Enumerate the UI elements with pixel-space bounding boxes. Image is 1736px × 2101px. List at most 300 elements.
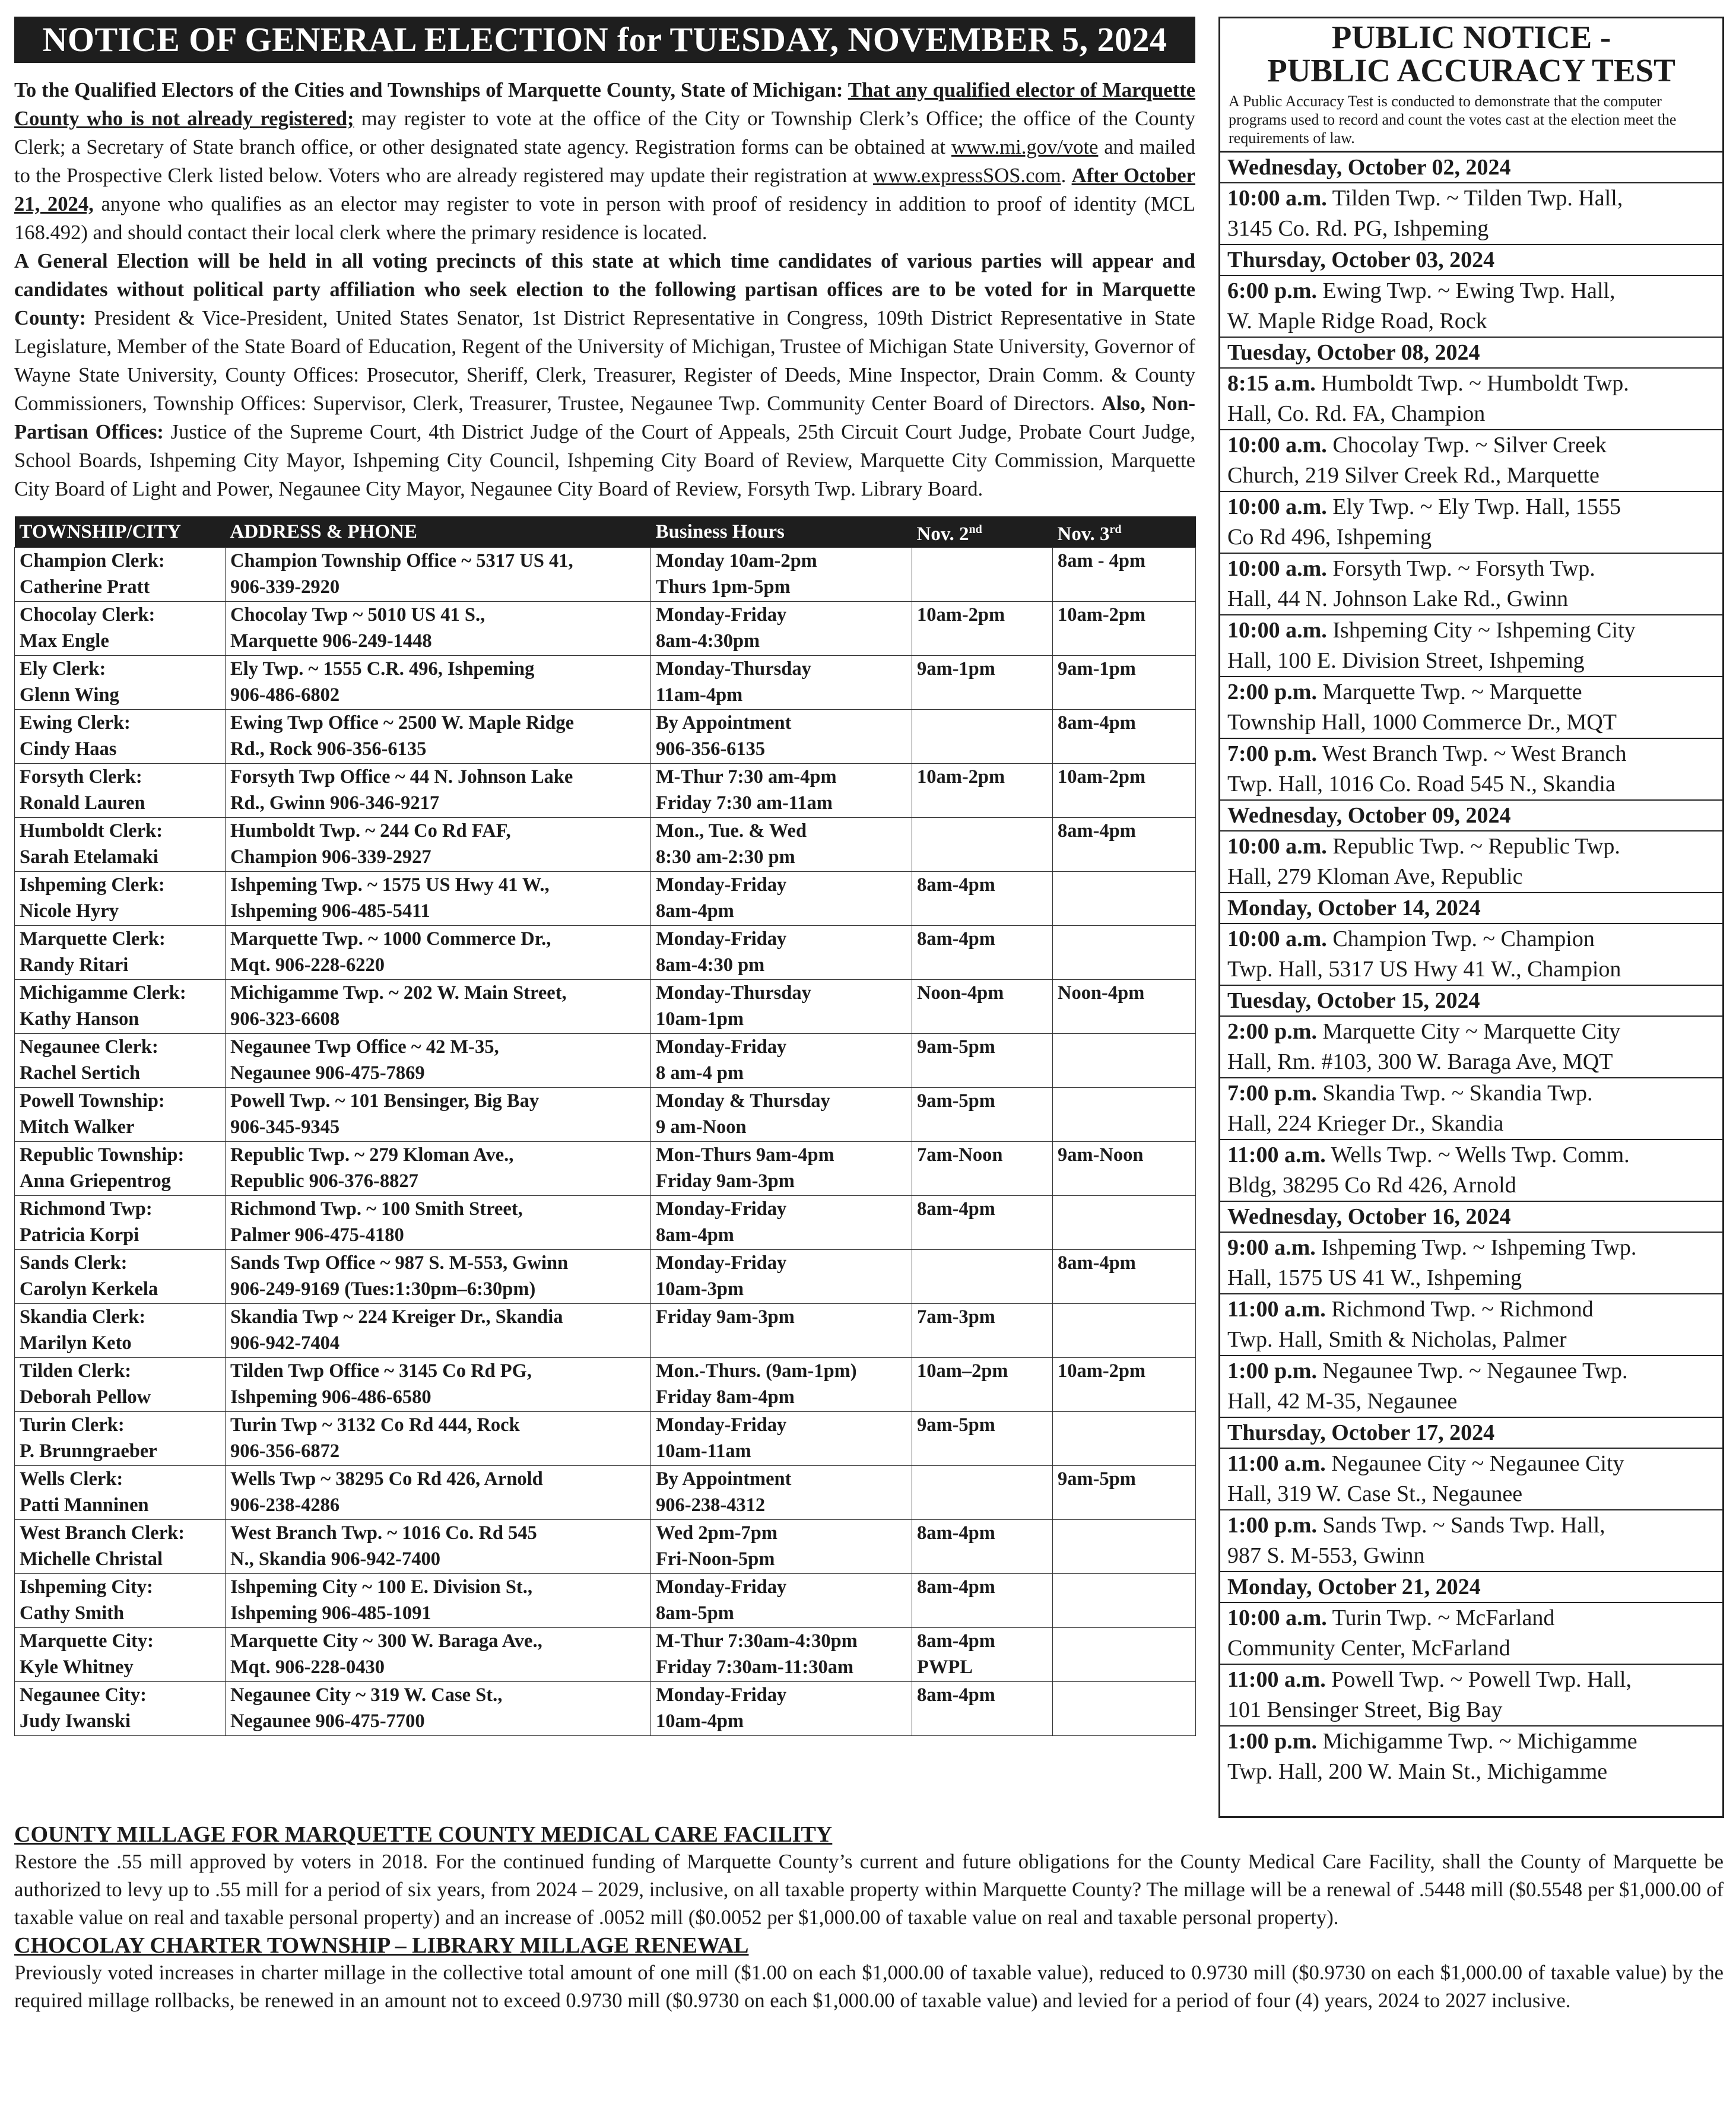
table-row	[15, 1520, 1196, 1574]
cell-nov3	[1053, 1034, 1196, 1088]
cell-line: Palmer 906-475-4180	[230, 1224, 404, 1246]
cell-address	[226, 1304, 651, 1358]
cell-line: Negaunee City:	[20, 1684, 147, 1706]
event-line-1	[1227, 492, 1715, 522]
event-line-1	[1227, 1017, 1715, 1047]
event-address: Township Hall, 1000 Commerce Dr., MQT	[1227, 710, 1617, 735]
cell-line: 8am-4pm	[917, 1684, 995, 1706]
cell-line: Republic Twp. ~ 279 Kloman Ave.,	[230, 1144, 514, 1166]
event-address: Co Rd 496, Ishpeming	[1227, 525, 1432, 550]
event-location: Tilden Twp. ~ Tilden Twp. Hall,	[1326, 186, 1623, 211]
event-address: Hall, 319 W. Case St., Negaunee	[1227, 1481, 1523, 1506]
event-location: Skandia Twp. ~ Skandia Twp.	[1316, 1081, 1593, 1106]
event-address: 101 Bensinger Street, Big Bay	[1227, 1697, 1503, 1722]
event-line-1	[1227, 1078, 1715, 1109]
cell-address	[226, 1088, 651, 1142]
cell-line: 10am–2pm	[917, 1360, 1008, 1382]
cell-line: Carolyn Kerkela	[20, 1278, 158, 1300]
event-time: 1:00 p.m.	[1227, 1729, 1317, 1754]
schedule-date: Monday, October 21, 2024	[1220, 1572, 1722, 1603]
cell-nov2	[912, 1682, 1053, 1736]
cell-line: Monday-Friday	[656, 1036, 787, 1058]
cell-township	[15, 872, 226, 926]
cell-line: Ishpeming City ~ 100 E. Division St.,	[230, 1576, 533, 1598]
cell-address	[226, 1520, 651, 1574]
schedule-event	[1220, 1665, 1722, 1726]
cell-nov2	[912, 1088, 1053, 1142]
cell-address	[226, 1412, 651, 1466]
event-address: W. Maple Ridge Road, Rock	[1227, 309, 1487, 334]
cell-nov3	[1053, 1142, 1196, 1196]
event-time: 7:00 p.m.	[1227, 741, 1317, 766]
cell-line: Negaunee Twp Office ~ 42 M-35,	[230, 1036, 499, 1058]
cell-line: Tilden Clerk:	[20, 1360, 132, 1382]
cell-line: Humboldt Twp. ~ 244 Co Rd FAF,	[230, 820, 511, 842]
cell-address	[226, 1142, 651, 1196]
event-address: Hall, 42 M-35, Negaunee	[1227, 1389, 1458, 1414]
table-row	[15, 1358, 1196, 1412]
header-nov3-suffix: rd	[1109, 523, 1122, 536]
cell-line: Max Engle	[20, 630, 109, 652]
cell-township	[15, 1250, 226, 1304]
election-notice	[14, 17, 1195, 1818]
cell-line: 10am-2pm	[1058, 604, 1146, 626]
cell-line: Negaunee 906-475-7700	[230, 1710, 425, 1732]
table-row	[15, 1628, 1196, 1682]
event-time: 10:00 a.m.	[1227, 433, 1327, 458]
cell-line: Negaunee Clerk:	[20, 1036, 158, 1058]
event-location: Ely Twp. ~ Ely Twp. Hall, 1555	[1326, 494, 1621, 519]
table-row	[15, 818, 1196, 872]
table-row	[15, 1574, 1196, 1628]
cell-nov3	[1053, 602, 1196, 656]
registration-text-3: .	[1061, 164, 1072, 187]
cell-line	[1058, 1520, 1191, 1546]
schedule-date: Tuesday, October 15, 2024	[1220, 986, 1722, 1017]
cell-address	[226, 710, 651, 764]
table-row	[15, 764, 1196, 818]
cell-township	[15, 1520, 226, 1574]
cell-township	[15, 548, 226, 602]
cell-line	[1058, 872, 1191, 898]
cell-line: Noon-4pm	[917, 982, 1004, 1004]
cell-township	[15, 656, 226, 710]
event-time: 10:00 a.m.	[1227, 618, 1327, 643]
public-notice-description: A Public Accuracy Test is conducted to demonstrate that the computer programs used to record and count the votes cast at the election meet the requirements of law.	[1229, 93, 1677, 147]
event-location: Marquette City ~ Marquette City	[1316, 1019, 1621, 1044]
cell-line: Monday-Friday	[656, 1684, 787, 1706]
cell-nov3	[1053, 1196, 1196, 1250]
public-notice-title	[1220, 21, 1722, 87]
schedule-event	[1220, 924, 1722, 986]
schedule-date: Wednesday, October 09, 2024	[1220, 801, 1722, 831]
table-row	[15, 1682, 1196, 1736]
cell-township	[15, 710, 226, 764]
cell-line: Friday 9am-3pm	[656, 1170, 795, 1192]
schedule-event	[1220, 276, 1722, 338]
cell-line: Tilden Twp Office ~ 3145 Co Rd PG,	[230, 1360, 532, 1382]
schedule-event	[1220, 739, 1722, 801]
public-notice-title-line1: PUBLIC NOTICE -	[1331, 19, 1611, 55]
cell-hours	[651, 1682, 912, 1736]
cell-line: 10am-11am	[656, 1440, 751, 1462]
cell-hours	[651, 1520, 912, 1574]
clerk-table	[14, 516, 1196, 1736]
cell-address	[226, 764, 651, 818]
cell-line: Monday 10am-2pm	[656, 550, 817, 572]
cell-line: Monday-Friday	[656, 604, 787, 626]
event-time: 11:00 a.m.	[1227, 1142, 1326, 1167]
event-time: 7:00 p.m.	[1227, 1081, 1317, 1106]
cell-line: Sarah Etelamaki	[20, 846, 158, 868]
cell-address	[226, 1196, 651, 1250]
cell-line	[917, 818, 1048, 844]
schedule-date: Wednesday, October 02, 2024	[1220, 153, 1722, 183]
cell-line: Fri-Noon-5pm	[656, 1548, 775, 1570]
cell-township	[15, 1196, 226, 1250]
event-line-1	[1227, 369, 1715, 399]
cell-township	[15, 980, 226, 1034]
cell-line: 906-356-6135	[656, 738, 766, 760]
event-address: Hall, 224 Krieger Dr., Skandia	[1227, 1111, 1504, 1136]
cell-line: Patricia Korpi	[20, 1224, 139, 1246]
cell-line: 906-339-2920	[230, 576, 340, 598]
table-row	[15, 872, 1196, 926]
cell-line: Mon.-Thurs. (9am-1pm)	[656, 1360, 857, 1382]
cell-line: Michelle Christal	[20, 1548, 163, 1570]
cell-line: Marilyn Keto	[20, 1332, 132, 1354]
schedule-event	[1220, 1726, 1722, 1787]
cell-line: 8am-4pm	[656, 900, 734, 922]
cell-line	[1058, 1304, 1191, 1330]
cell-line: Mqt. 906-228-0430	[230, 1656, 385, 1678]
cell-line: Rd., Rock 906-356-6135	[230, 738, 427, 760]
cell-nov2	[912, 818, 1053, 872]
header-nov2	[912, 516, 1053, 548]
event-time: 10:00 a.m.	[1227, 556, 1327, 581]
cell-hours	[651, 818, 912, 872]
cell-line: M-Thur 7:30 am-4pm	[656, 766, 837, 788]
event-line-1	[1227, 1510, 1715, 1541]
event-time: 1:00 p.m.	[1227, 1513, 1317, 1538]
event-location: Sands Twp. ~ Sands Twp. Hall,	[1316, 1513, 1605, 1538]
cell-township	[15, 926, 226, 980]
cell-nov2	[912, 602, 1053, 656]
cell-line: 906-323-6608	[230, 1008, 340, 1030]
cell-line: 8 am-4 pm	[656, 1062, 744, 1084]
cell-nov2	[912, 1628, 1053, 1682]
cell-line: 8am-4:30 pm	[656, 954, 765, 976]
cell-nov3	[1053, 548, 1196, 602]
offices-paragraph	[14, 247, 1195, 503]
event-line-1	[1227, 1233, 1715, 1263]
header-township: TOWNSHIP/CITY	[15, 516, 226, 548]
cell-line: 10am-4pm	[656, 1710, 744, 1732]
event-address: Hall, Rm. #103, 300 W. Baraga Ave, MQT	[1227, 1049, 1613, 1074]
cell-nov3	[1053, 1682, 1196, 1736]
cell-township	[15, 1628, 226, 1682]
cell-line: Rachel Sertich	[20, 1062, 141, 1084]
cell-township	[15, 1412, 226, 1466]
event-address: Church, 219 Silver Creek Rd., Marquette	[1227, 463, 1599, 488]
cell-line: N., Skandia 906-942-7400	[230, 1548, 440, 1570]
cell-line	[1058, 1196, 1191, 1222]
cell-line: Monday-Friday	[656, 1198, 787, 1220]
event-address: Hall, 279 Kloman Ave, Republic	[1227, 864, 1523, 889]
cell-line: Mitch Walker	[20, 1116, 135, 1138]
header-nov3-label: Nov. 3	[1057, 523, 1110, 545]
event-address: Hall, 100 E. Division Street, Ishpeming	[1227, 648, 1585, 673]
header-address: ADDRESS & PHONE	[226, 516, 651, 548]
cell-nov2	[912, 548, 1053, 602]
cell-line: Republic Township:	[20, 1144, 185, 1166]
table-row	[15, 1196, 1196, 1250]
cell-line: Monday & Thursday	[656, 1090, 830, 1112]
cell-hours	[651, 1142, 912, 1196]
event-line-1	[1227, 1294, 1715, 1325]
schedule-event	[1220, 430, 1722, 492]
cell-line: Chocolay Twp ~ 5010 US 41 S.,	[230, 604, 485, 626]
cell-line: Forsyth Twp Office ~ 44 N. Johnson Lake	[230, 766, 573, 788]
cell-line: Sands Clerk:	[20, 1252, 128, 1274]
cell-line: Patti Manninen	[20, 1494, 149, 1516]
cell-line: Powell Township:	[20, 1090, 165, 1112]
cell-line: Champion Township Office ~ 5317 US 41,	[230, 550, 573, 572]
table-row	[15, 1250, 1196, 1304]
cell-line: 10am-2pm	[917, 604, 1005, 626]
cell-township	[15, 1466, 226, 1520]
cell-line: Mon-Thurs 9am-4pm	[656, 1144, 834, 1166]
header-hours: Business Hours	[651, 516, 912, 548]
event-time: 11:00 a.m.	[1227, 1667, 1326, 1692]
county-millage-heading: COUNTY MILLAGE FOR MARQUETTE COUNTY MEDICAL CARE FACILITY	[14, 1822, 833, 1847]
cell-nov3	[1053, 1088, 1196, 1142]
cell-township	[15, 1034, 226, 1088]
cell-line: Turin Clerk:	[20, 1414, 125, 1436]
cell-line: 8am-4pm	[917, 1630, 995, 1652]
cell-line: 8am - 4pm	[1058, 550, 1146, 572]
cell-line: 9am-1pm	[917, 658, 995, 680]
cell-line: Monday-Friday	[656, 928, 787, 950]
public-accuracy-test-notice	[1218, 17, 1724, 1818]
event-location: Ewing Twp. ~ Ewing Twp. Hall,	[1316, 278, 1616, 303]
cell-line: Judy Iwanski	[20, 1710, 131, 1732]
cell-line: Kathy Hanson	[20, 1008, 139, 1030]
event-line-1	[1227, 276, 1715, 306]
schedule-event	[1220, 1449, 1722, 1510]
cell-nov2	[912, 926, 1053, 980]
table-row	[15, 1412, 1196, 1466]
cell-line	[1058, 1088, 1191, 1114]
cell-line: Deborah Pellow	[20, 1386, 151, 1408]
cell-line: Friday 9am-3pm	[656, 1306, 795, 1328]
cell-line: 9am-5pm	[917, 1036, 995, 1058]
event-line-1	[1227, 831, 1715, 862]
cell-line	[917, 710, 1048, 736]
cell-line: Marquette Twp. ~ 1000 Commerce Dr.,	[230, 928, 551, 950]
event-time: 6:00 p.m.	[1227, 278, 1317, 303]
event-time: 11:00 a.m.	[1227, 1451, 1326, 1476]
cell-line: Nicole Hyry	[20, 900, 119, 922]
cell-line: Monday-Thursday	[656, 982, 811, 1004]
schedule-event	[1220, 554, 1722, 615]
cell-line: 10am-1pm	[656, 1008, 744, 1030]
cell-nov3	[1053, 926, 1196, 980]
cell-line: PWPL	[917, 1656, 973, 1678]
cell-line: Monday-Friday	[656, 1252, 787, 1274]
event-line-1	[1227, 1726, 1715, 1757]
event-location: Negaunee Twp. ~ Negaunee Twp.	[1316, 1359, 1628, 1383]
non-partisan-offices-list: Justice of the Supreme Court, 4th District Judge of the Court of Appeals, 25th Circuit Court Judge, Probate Court Judge, School Boards, Ishpeming City Mayor, Ishpeming City Council, Ishpeming City Board of Review, Marquette City Commission, Marquette City Board of Light and Power, Negaunee City Mayor, Negaunee City Board of Review, Forsyth Twp. Library Board.	[14, 421, 1195, 500]
cell-line: Sands Twp Office ~ 987 S. M-553, Gwinn	[230, 1252, 569, 1274]
notice-title: NOTICE OF GENERAL ELECTION for TUESDAY, NOVEMBER 5, 2024	[14, 17, 1195, 63]
event-line-1	[1227, 615, 1715, 646]
cell-line: 906-345-9345	[230, 1116, 340, 1138]
cell-line: P. Brunngraeber	[20, 1440, 157, 1462]
registration-text: may register to vote at the office of the City or Township Clerk’s Office; the office of the County Clerk; a Secretary of State branch office, or other designated state agency. Registration forms can be obtained at	[14, 107, 1195, 158]
cell-township	[15, 1088, 226, 1142]
cell-address	[226, 1574, 651, 1628]
cell-line: 8am-4pm	[917, 1522, 995, 1544]
cell-line: Ishpeming 906-485-5411	[230, 900, 430, 922]
schedule-event	[1220, 492, 1722, 554]
registration-paragraph	[14, 76, 1195, 247]
event-location: Republic Twp. ~ Republic Twp.	[1326, 834, 1620, 859]
event-time: 10:00 a.m.	[1227, 834, 1327, 859]
event-address: Twp. Hall, 200 W. Main St., Michigamme	[1227, 1759, 1608, 1784]
cell-township	[15, 602, 226, 656]
cell-address	[226, 1466, 651, 1520]
cell-line: Monday-Friday	[656, 1414, 787, 1436]
cell-line: Monday-Friday	[656, 874, 787, 896]
cell-line	[1058, 1628, 1191, 1654]
table-row	[15, 926, 1196, 980]
millage-section	[14, 1821, 1724, 2015]
cell-line: Skandia Clerk:	[20, 1306, 146, 1328]
cell-hours	[651, 1358, 912, 1412]
cell-nov2	[912, 1304, 1053, 1358]
cell-line: Ishpeming City:	[20, 1576, 153, 1598]
event-location: Marquette Twp. ~ Marquette	[1316, 680, 1582, 704]
cell-line	[917, 1466, 1048, 1492]
table-row	[15, 710, 1196, 764]
cell-line: Ishpeming Twp. ~ 1575 US Hwy 41 W.,	[230, 874, 550, 896]
cell-line: Marquette 906-249-1448	[230, 630, 432, 652]
cell-line: 906-249-9169 (Tues:1:30pm–6:30pm)	[230, 1278, 536, 1300]
header-nov2-suffix: nd	[969, 523, 982, 536]
general-election-statement: A General Election will be held in all voting precincts of this state at which time candidates of various parties will appear and candidates without political party affiliation who seek election to the following partisan offices are to be voted for in Marquette County:	[14, 250, 1195, 329]
cell-line: 9am-5pm	[917, 1414, 995, 1436]
event-address: Twp. Hall, Smith & Nicholas, Palmer	[1227, 1327, 1567, 1352]
electors-lead: To the Qualified Electors of the Cities and Townships of Marquette County, State of Michigan:	[14, 79, 848, 101]
cell-nov2	[912, 764, 1053, 818]
cell-line: Negaunee City ~ 319 W. Case St.,	[230, 1684, 503, 1706]
event-location: Michigamme Twp. ~ Michigamme	[1316, 1729, 1637, 1754]
cell-line: Ishpeming 906-486-6580	[230, 1386, 431, 1408]
schedule-event	[1220, 1356, 1722, 1418]
cell-township	[15, 1358, 226, 1412]
cell-address	[226, 1358, 651, 1412]
cell-line	[1058, 1682, 1191, 1708]
cell-hours	[651, 1574, 912, 1628]
cell-nov3	[1053, 980, 1196, 1034]
cell-township	[15, 818, 226, 872]
event-address: Hall, Co. Rd. FA, Champion	[1227, 401, 1486, 426]
event-time: 9:00 a.m.	[1227, 1235, 1316, 1260]
event-location: Champion Twp. ~ Champion	[1326, 926, 1595, 951]
cell-nov3	[1053, 656, 1196, 710]
cell-hours	[651, 1412, 912, 1466]
table-row	[15, 1304, 1196, 1358]
cell-nov2	[912, 1574, 1053, 1628]
cell-hours	[651, 980, 912, 1034]
clerk-table-header	[15, 516, 1196, 548]
table-row	[15, 602, 1196, 656]
cell-line: 8am-4pm	[1058, 1252, 1136, 1274]
event-address: Hall, 1575 US 41 W., Ishpeming	[1227, 1265, 1522, 1290]
mi-gov-vote-link[interactable]: www.mi.gov/vote	[951, 136, 1099, 158]
cell-nov2	[912, 1142, 1053, 1196]
cell-nov2	[912, 872, 1053, 926]
cell-line: Mqt. 906-228-6220	[230, 954, 385, 976]
event-location: Ishpeming City ~ Ishpeming City	[1326, 618, 1636, 643]
event-line-1	[1227, 183, 1715, 214]
cell-line: By Appointment	[656, 712, 792, 734]
cell-line	[1058, 1034, 1191, 1060]
cell-nov3	[1053, 1520, 1196, 1574]
cell-line: Ely Clerk:	[20, 658, 106, 680]
cell-line: Thurs 1pm-5pm	[656, 576, 791, 598]
cell-line: Chocolay Clerk:	[20, 604, 155, 626]
cell-line: 10am-2pm	[1058, 766, 1146, 788]
cell-nov2	[912, 1034, 1053, 1088]
cell-nov3	[1053, 1250, 1196, 1304]
event-time: 8:15 a.m.	[1227, 371, 1316, 396]
cell-address	[226, 1250, 651, 1304]
notice-intro	[14, 76, 1195, 503]
schedule-event	[1220, 369, 1722, 430]
cell-address	[226, 548, 651, 602]
event-line-1	[1227, 739, 1715, 769]
cell-nov2	[912, 710, 1053, 764]
cell-line: 8am-5pm	[656, 1602, 734, 1624]
cell-line: 7am-Noon	[917, 1144, 1003, 1166]
cell-line: Michigamme Twp. ~ 202 W. Main Street,	[230, 982, 567, 1004]
cell-line: 9am-5pm	[1058, 1468, 1136, 1490]
event-time: 10:00 a.m.	[1227, 494, 1327, 519]
schedule-event	[1220, 831, 1722, 893]
cell-nov3	[1053, 1358, 1196, 1412]
partisan-offices-list: President & Vice-President, United States Senator, 1st District Representative in Congress, 109th District Representative in State Legislature, Member of the State Board of Education, Regent of the University of Michigan, Trustee of Michigan State University, Governor of Wayne State University, County Offices: Prosecutor, Sheriff, Clerk, Treasurer, Register of Deeds, Mine Inspector, Drain Comm. & County Commissioners, Township Offices: Supervisor, Clerk, Treasurer, Trustee, Negaunee Twp. Community Center Board of Directors.	[14, 307, 1195, 415]
event-line-1	[1227, 1603, 1715, 1633]
cell-hours	[651, 764, 912, 818]
event-location: Turin Twp. ~ McFarland	[1326, 1605, 1555, 1630]
chocolay-millage-heading: CHOCOLAY CHARTER TOWNSHIP – LIBRARY MILLAGE RENEWAL	[14, 1933, 749, 1958]
cell-line: Monday-Thursday	[656, 658, 811, 680]
cell-line: 8am-4pm	[656, 1224, 734, 1246]
registration-text-2: and mailed to the Prospective Clerk listed below. Voters who are already registered may update their registration at	[14, 136, 1196, 187]
deadline-date: After October 21, 2024,	[14, 164, 1195, 215]
schedule-event	[1220, 677, 1722, 739]
event-line-1	[1227, 1449, 1715, 1479]
schedule-event	[1220, 1294, 1722, 1356]
cell-line: Skandia Twp ~ 224 Kreiger Dr., Skandia	[230, 1306, 563, 1328]
non-partisan-label: Also, Non-Partisan Offices:	[14, 392, 1196, 443]
schedule-event	[1220, 1017, 1722, 1078]
cell-line: 8am-4pm	[917, 1198, 995, 1220]
cell-line: Marquette City:	[20, 1630, 154, 1652]
expresssos-link[interactable]: www.expressSOS.com	[872, 164, 1061, 187]
